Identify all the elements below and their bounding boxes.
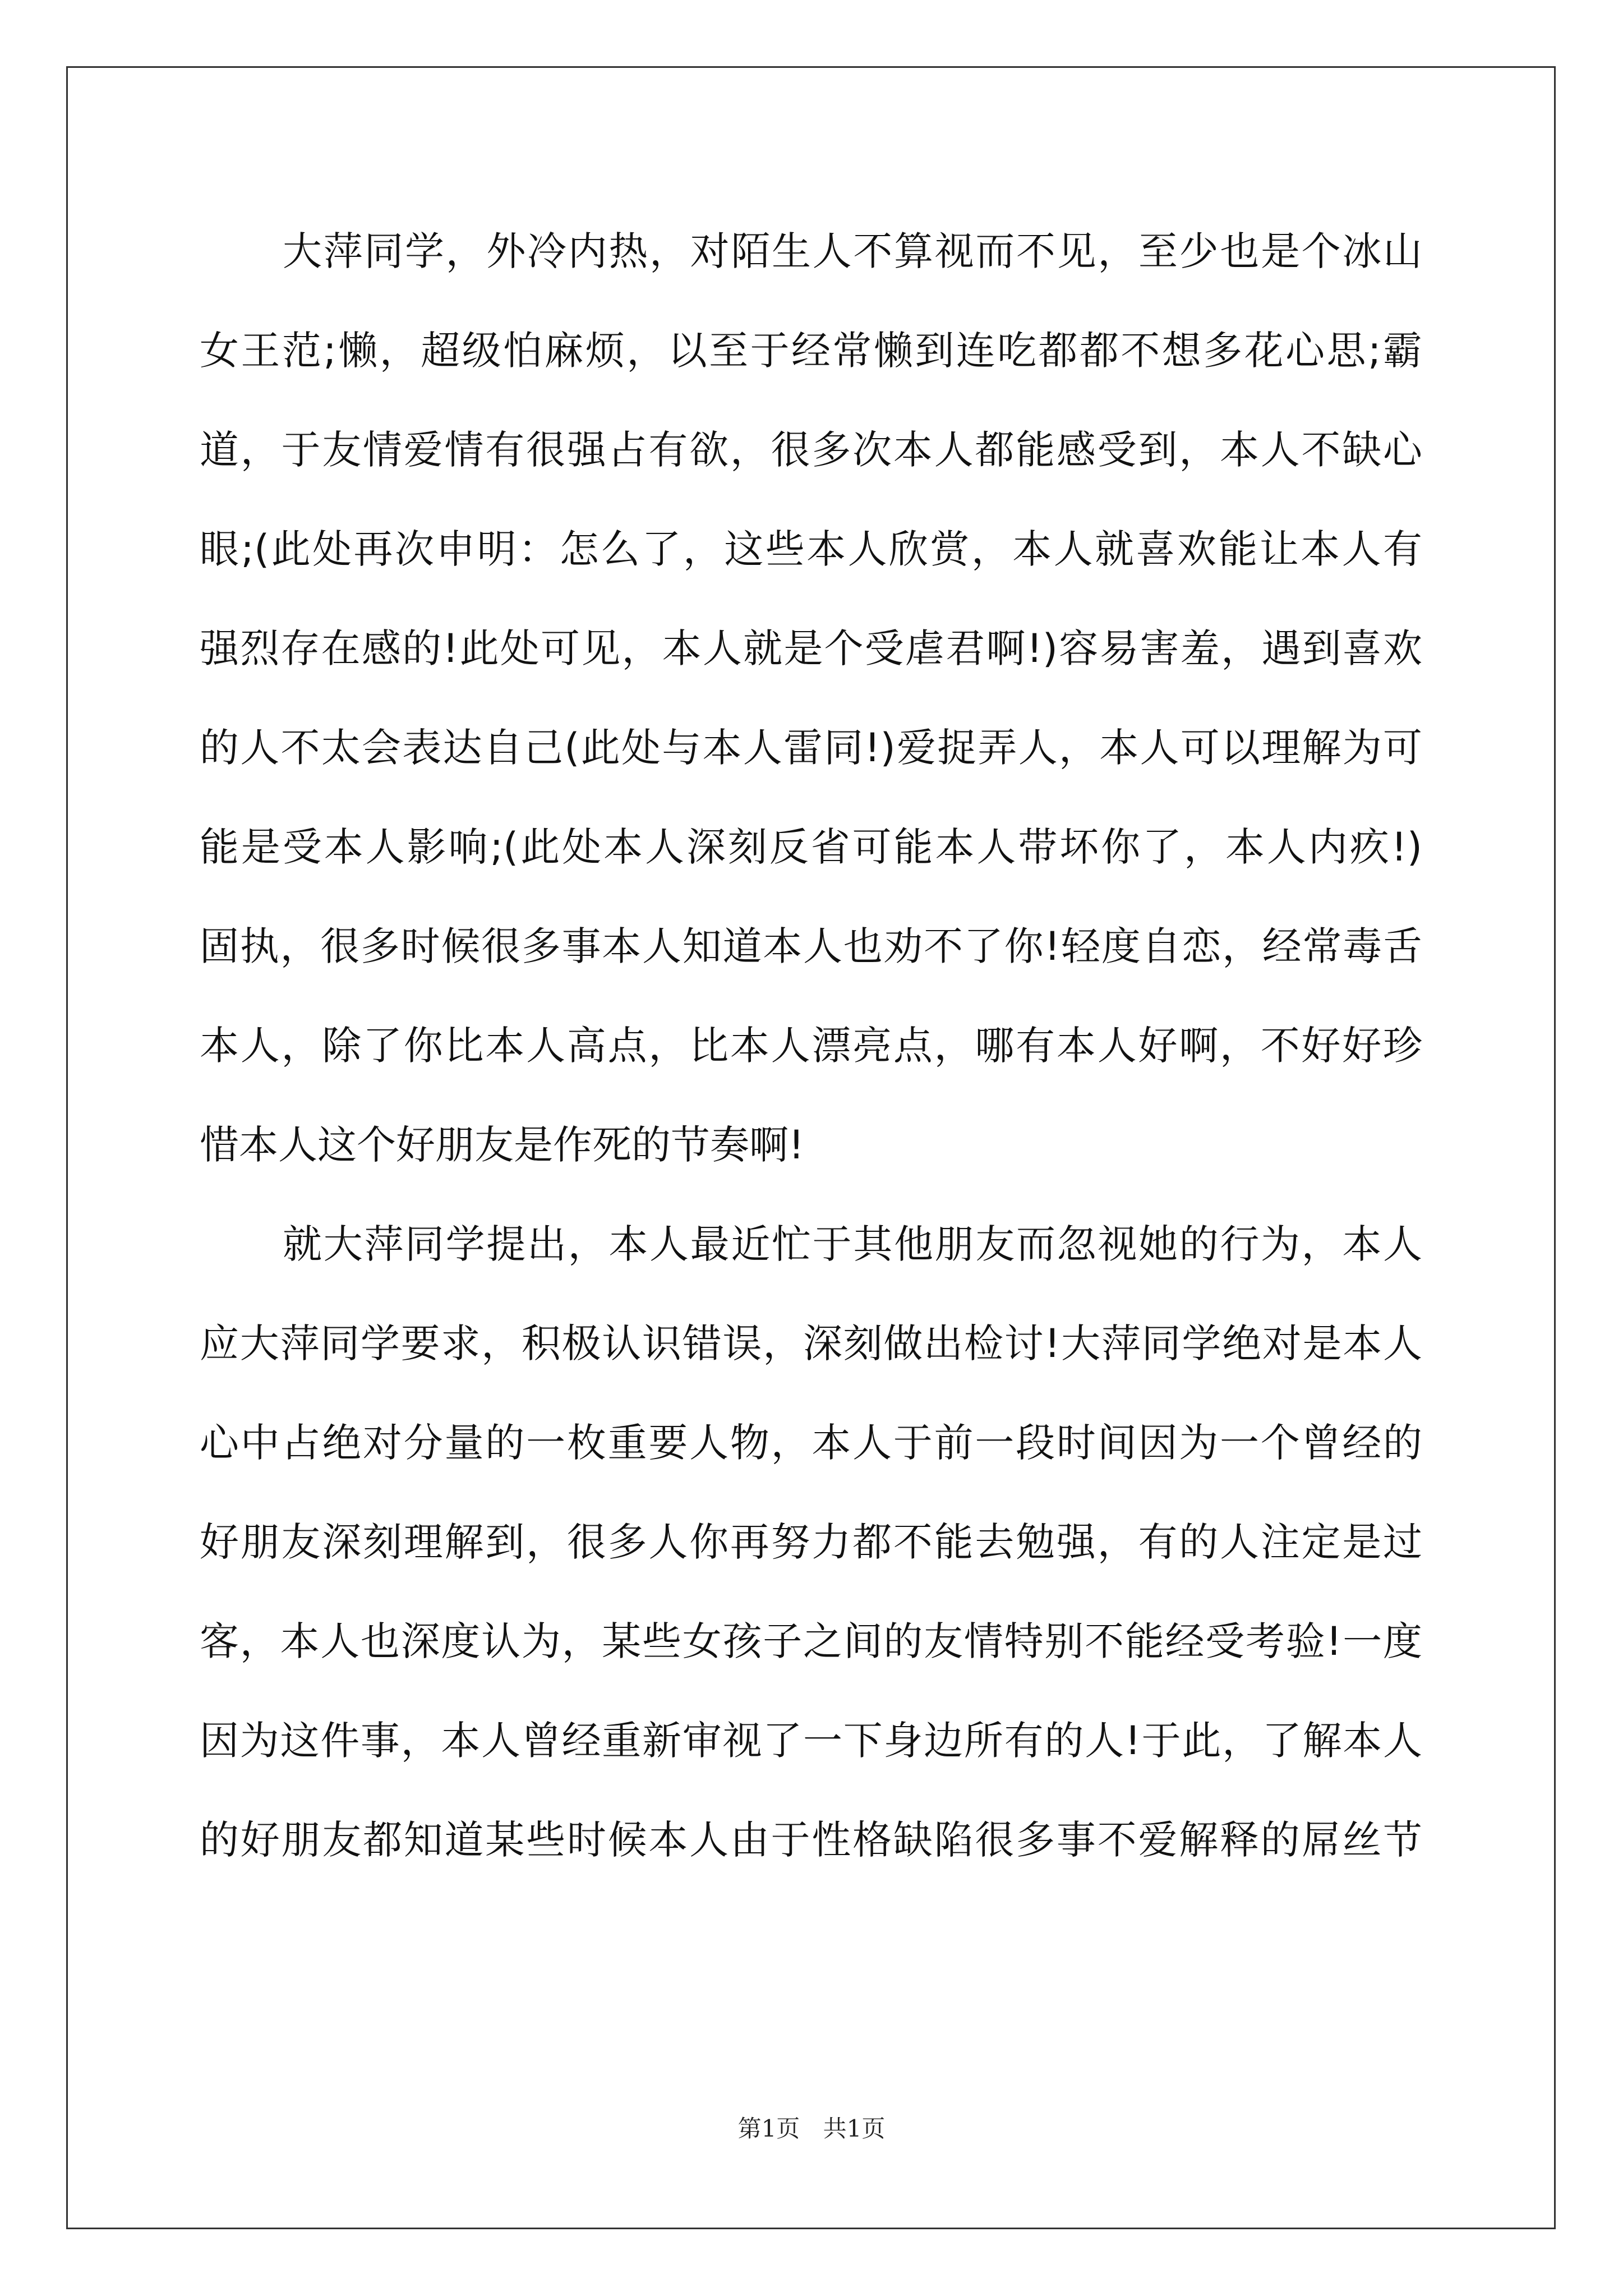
page-footer <box>0 2110 1623 2144</box>
paragraph-1-line: 能是受本人影响;(此处本人深刻反省可能本人带坏你了，本人内疚!) <box>200 824 1422 870</box>
paragraph-2-line: 心中占绝对分量的一枚重要人物，本人于前一段时间因为一个曾经的 <box>200 1420 1422 1466</box>
paragraph-2-line: 的好朋友都知道某些时候本人由于性格缺陷很多事不爱解释的屌丝节 <box>200 1817 1422 1863</box>
page-number: 第1页 <box>737 2115 800 2142</box>
paragraph-1-line: 眼;(此处再次申明：怎么了，这些本人欣赏，本人就喜欢能让本人有 <box>200 526 1422 572</box>
paragraph-1-line: 的人不太会表达自己(此处与本人雷同!)爱捉弄人，本人可以理解为可 <box>200 725 1422 771</box>
paragraph-1-line: 道，于友情爱情有很强占有欲，很多次本人都能感受到，本人不缺心 <box>200 427 1422 473</box>
paragraph-1-line: 大萍同学，外冷内热，对陌生人不算视而不见，至少也是个冰山 <box>283 228 1422 274</box>
paragraph-2-line: 就大萍同学提出，本人最近忙于其他朋友而忽视她的行为，本人 <box>283 1221 1422 1267</box>
page-total: 共1页 <box>823 2115 886 2142</box>
paragraph-1-line: 固执，很多时候很多事本人知道本人也劝不了你!轻度自恋，经常毒舌 <box>200 923 1422 969</box>
paragraph-1-line: 本人，除了你比本人高点，比本人漂亮点，哪有本人好啊，不好好珍 <box>200 1023 1422 1069</box>
document-body <box>200 202 1422 1890</box>
paragraph-2-line: 客，本人也深度认为，某些女孩子之间的友情特别不能经受考验!一度 <box>200 1618 1422 1664</box>
paragraph-1-line: 强烈存在感的!此处可见，本人就是个受虐君啊!)容易害羞，遇到喜欢 <box>200 625 1422 671</box>
paragraph-2-line: 应大萍同学要求，积极认识错误，深刻做出检讨!大萍同学绝对是本人 <box>200 1320 1422 1366</box>
paragraph-1-line: 惜本人这个好朋友是作死的节奏啊! <box>200 1122 805 1168</box>
paragraph-2-line: 好朋友深刻理解到，很多人你再努力都不能去勉强，有的人注定是过 <box>200 1519 1422 1565</box>
paragraph-2-line: 因为这件事，本人曾经重新审视了一下身边所有的人!于此，了解本人 <box>200 1718 1422 1764</box>
paragraph-1-line: 女王范;懒，超级怕麻烦，以至于经常懒到连吃都都不想多花心思;霸 <box>200 328 1422 374</box>
